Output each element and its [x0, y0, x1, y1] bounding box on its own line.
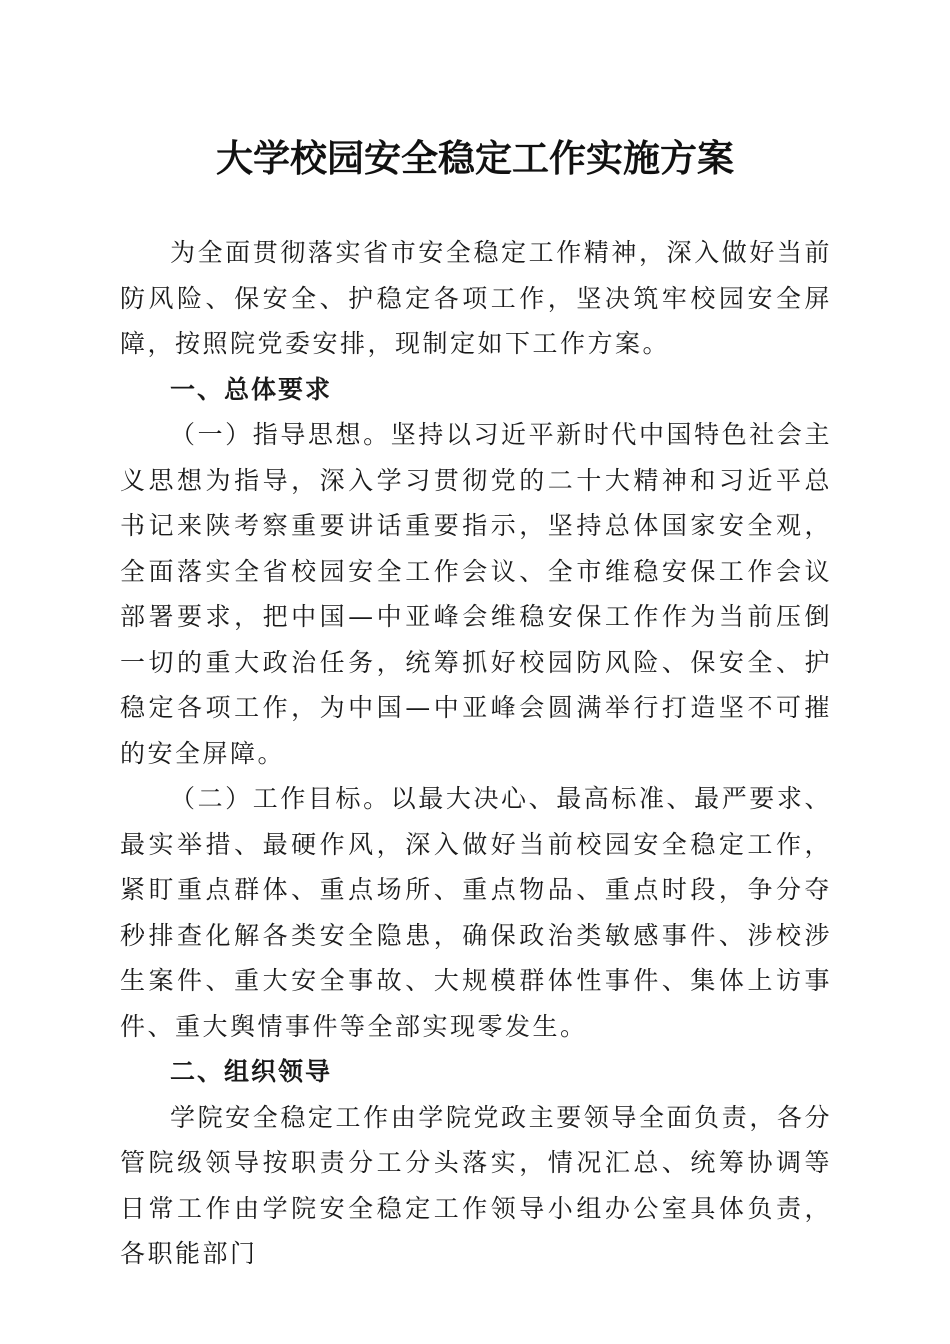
section-heading-organization-leadership: 二、组织领导: [170, 1057, 333, 1086]
paragraph-text: 以最大决心、最高标准、最严要求、最实举措、最硬作风，深入做好当前校园安全稳定工作，紧盯重点群体、重点场所、重点物品、重点时段，争分夺秒排查化解各类安全隐患，确保政治类敏感事件、涉校涉生案件、重大安全事故、大规模群体性事件、集体上访事件、重大舆情事件等全部实现零发生。: [120, 784, 832, 1041]
paragraph-guiding-ideology: [120, 412, 832, 776]
paragraph-leadership: 学院安全稳定工作由学院党政主要领导全面负责，各分管院级领导按职责分工分头落实，情况汇总、统筹协调等日常工作由学院安全稳定工作领导小组办公室具体负责，各职能部门: [120, 1102, 832, 1268]
section-heading-general-requirements: 一、总体要求: [170, 374, 333, 404]
paragraph-lead: （一）指导思想。: [170, 420, 391, 449]
paragraph-lead: （二）工作目标。: [170, 784, 391, 813]
paragraph-text: 坚持以习近平新时代中国特色社会主义思想为指导，深入学习贯彻党的二十大精神和习近平总书记来陕考察重要讲话重要指示，坚持总体国家安全观，全面落实全省校园安全工作会议、全市维稳安保工作会议部署要求，把中国—中亚峰会维稳安保工作作为当前压倒一切的重大政治任务，统筹抓好校园防风险、保安全、护稳定各项工作，为中国—中亚峰会圆满举行打造坚不可摧的安全屏障。: [120, 420, 832, 768]
intro-paragraph: 为全面贯彻落实省市安全稳定工作精神，深入做好当前防风险、保安全、护稳定各项工作，坚决筑牢校园安全屏障，按照院党委安排，现制定如下工作方案。: [120, 238, 832, 358]
paragraph-work-goals: [120, 776, 832, 1049]
document-title: 大学校园安全稳定工作实施方案: [216, 136, 734, 180]
document-body: [120, 230, 832, 1277]
